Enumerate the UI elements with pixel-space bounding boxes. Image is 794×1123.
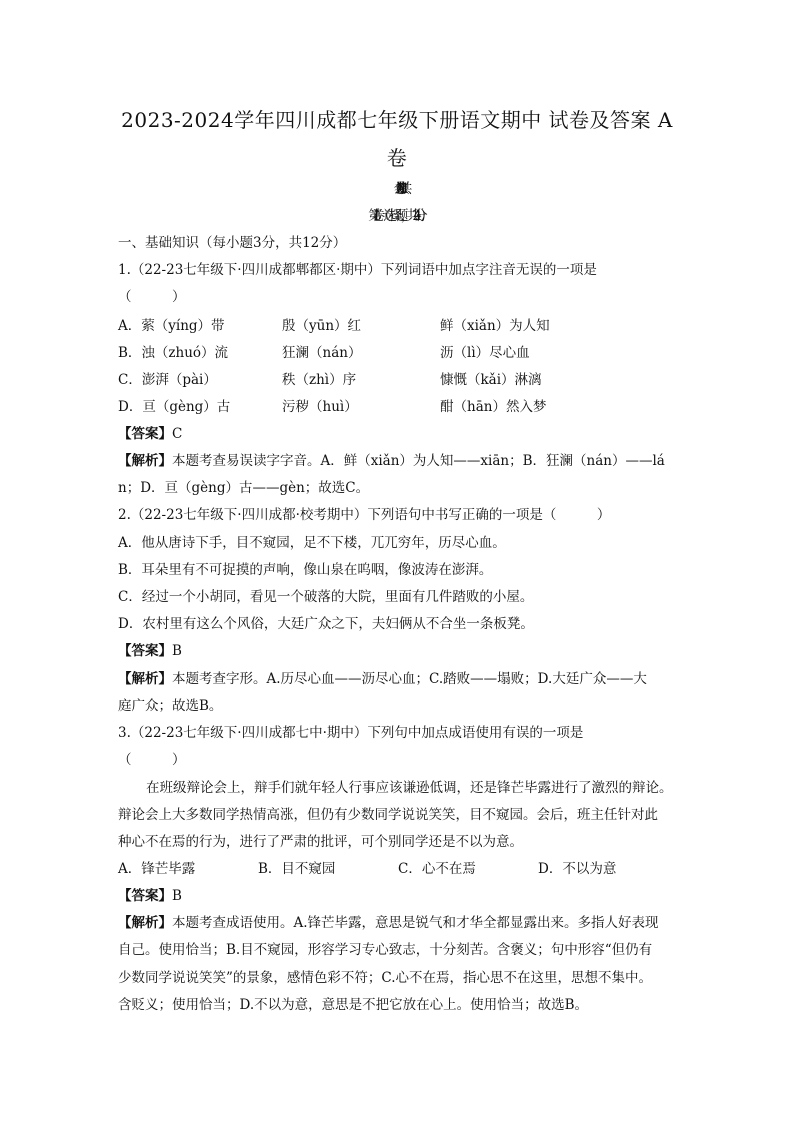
- analysis-text: 本题考查字形。A.历尽心血——沥尽心血；C.踏败——塌败；D.大廷广众——大: [172, 671, 647, 687]
- subtitle-section-one: 第Ⅰ卷（选择题，共24分）: [368, 208, 426, 224]
- answer-label: 【答案】: [118, 426, 172, 442]
- q3-analysis-line2: 自己。使用恰当；B.目不窥园，形容学习专心致志，十分刻苦。含褒义；句中形容“但仍有: [118, 942, 653, 958]
- q2-option-b: B．耳朵里有不可捉摸的声响，像山泉在呜咽，像波涛在澎湃。: [118, 562, 493, 578]
- q1-option-d-3: 酣（hān）然入梦: [440, 399, 547, 415]
- q1-analysis-line1: [118, 452, 665, 470]
- q2-analysis-line1: [118, 670, 647, 688]
- document-title-line1: 2023-2024学年四川成都七年级下册语文期中 试卷及答案 A: [121, 108, 673, 132]
- q1-option-b-3: 沥（lì）尽心血: [440, 345, 530, 361]
- analysis-label: 【解析】: [118, 671, 172, 687]
- q1-option-b-1: B．浊（zhuó）流: [118, 345, 229, 361]
- q1-option-a-3: 鲜（xiǎn）为人知: [440, 318, 550, 334]
- q2-answer: [118, 642, 182, 660]
- analysis-label: 【解析】: [118, 915, 172, 931]
- q1-answer: [118, 425, 182, 443]
- q3-option-b: B．目不窥园: [258, 861, 336, 877]
- answer-value: B: [172, 888, 182, 904]
- q1-option-c-3: 慷慨（kǎi）淋漓: [440, 372, 542, 388]
- q2-option-c: C．经过一个小胡同，看见一个破落的大院，里面有几件踏败的小屋。: [118, 589, 534, 605]
- q1-option-b-2: 狂澜（nán）: [282, 345, 362, 361]
- q2-analysis-line2: 庭广众；故选B。: [118, 698, 223, 714]
- q1-option-a-2: 殷（yūn）红: [282, 318, 362, 334]
- q1-option-c-1: C．澎湃（pài）: [118, 372, 217, 388]
- q3-answer: [118, 887, 182, 905]
- q1-option-c-2: 秩（zhì）序: [282, 372, 357, 388]
- analysis-text: 本题考查易误读字字音。A．鲜（xiǎn）为人知——xiān；B．狂澜（nán）——lá: [172, 453, 665, 469]
- q1-option-d-2: 污秽（huì）: [282, 399, 358, 415]
- analysis-label: 【解析】: [118, 453, 172, 469]
- q1-stem: 1.（22-23七年级下·四川成都郫都区·期中）下列词语中加点字注音无误的一项是: [118, 262, 597, 278]
- q3-passage-line3: 种心不在焉的行为，进行了严肃的批评，可个别同学还是不以为意。: [118, 834, 523, 850]
- q3-passage-line1: 在班级辩论会上，辩手们就年轻人行事应该谦逊低调，还是锋芒毕露进行了激烈的辩论。: [146, 780, 673, 796]
- q1-answer-paren: （ ）: [118, 289, 186, 305]
- q3-analysis-line1: [118, 914, 659, 932]
- q3-analysis-line3: 少数同学说说笑笑”的景象，感情色彩不符；C.心不在焉，指心思不在这里，思想不集中。: [118, 970, 653, 986]
- q3-answer-paren: （ ）: [118, 752, 186, 768]
- q3-analysis-line4: 含贬义；使用恰当；D.不以为意，意思是不把它放在心上。使用恰当；故选B。: [118, 997, 589, 1013]
- q3-option-a: A．锋芒毕露: [118, 861, 196, 877]
- document-title-line2: 卷: [386, 146, 408, 170]
- q2-option-a: A．他从唐诗下手，目不窥园，足不下楼，兀兀穷年，历尽心血。: [118, 535, 506, 551]
- q3-option-c: C．心不在焉: [398, 861, 476, 877]
- q2-stem: 2.（22-23七年级下·四川成都·校考期中）下列语句中书写正确的一项是（ ）: [118, 507, 611, 523]
- answer-label: 【答案】: [118, 643, 172, 659]
- q1-option-d-1: D．亘（gèng）古: [118, 399, 231, 415]
- subtitle-paper-a: A卷（共100分）: [395, 181, 399, 197]
- q1-analysis-line2: n；D．亘（gèng）古——gèn；故选C。: [118, 480, 370, 496]
- q2-option-d: D．农村里有这么个风俗，大廷广众之下，夫妇俩从不合坐一条板凳。: [118, 616, 534, 632]
- q1-option-a-1: A．萦（yíng）带: [118, 318, 225, 334]
- q3-stem: 3.（22-23七年级下·四川成都七中·期中）下列句中加点成语使用有误的一项是: [118, 725, 584, 741]
- analysis-text: 本题考查成语使用。A.锋芒毕露，意思是锐气和才华全都显露出来。多指人好表现: [172, 915, 659, 931]
- q3-passage-line2: 辩论会上大多数同学热情高涨，但仍有少数同学说说笑笑，目不窥园。会后，班主任针对此: [118, 807, 658, 823]
- q3-option-d: D．不以为意: [538, 861, 617, 877]
- answer-value: B: [172, 643, 182, 659]
- answer-value: C: [172, 426, 183, 442]
- section-heading: 一、基础知识（每小题3分，共12分）: [118, 235, 347, 251]
- answer-label: 【答案】: [118, 888, 172, 904]
